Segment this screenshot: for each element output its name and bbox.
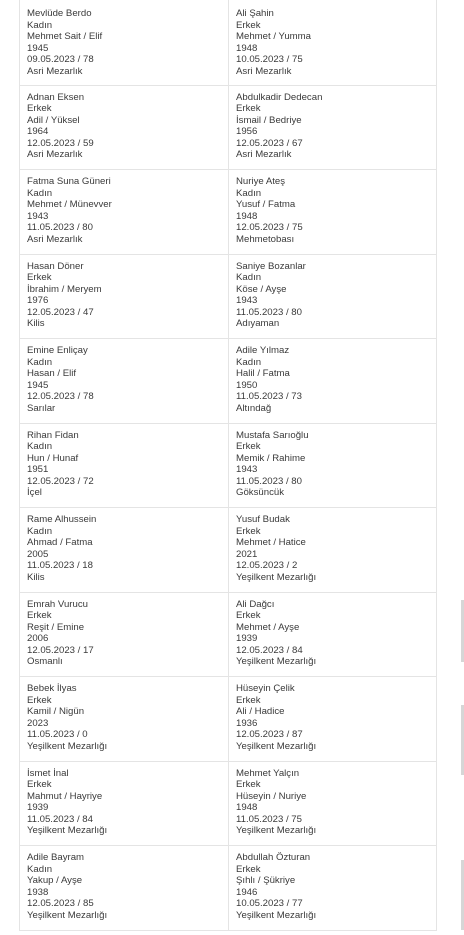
person-burial-place: Asri Mezarlık — [236, 149, 292, 160]
person-gender: Erkek — [236, 525, 261, 537]
record-cell — [228, 170, 436, 254]
person-parents: Memik / Rahime — [236, 452, 306, 464]
record-cell — [228, 424, 436, 508]
person-death-date-age: 10.05.2023 / 75 — [236, 54, 303, 65]
person-burial-place: Yeşilkent Mezarlığı — [236, 656, 317, 667]
person-name: Bebek İlyas — [27, 683, 77, 694]
person-birth-year: 1956 — [236, 126, 258, 137]
person-parents: Mahmut / Hayriye — [27, 790, 103, 802]
person-burial-place: Yeşilkent Mezarlığı — [236, 825, 317, 836]
record-cell — [20, 677, 228, 761]
person-burial-place: Yeşilkent Mezarlığı — [236, 740, 317, 752]
table-row — [20, 169, 436, 254]
person-death-date-age: 11.05.2023 / 18 — [27, 560, 93, 571]
record-cell — [228, 677, 436, 761]
person-name: Nuriye Ateş — [236, 176, 286, 187]
record-cell — [20, 255, 228, 339]
person-name: Mustafa Sarıoğlu — [236, 429, 309, 441]
table-row — [20, 254, 436, 339]
record-cell — [228, 762, 436, 846]
record-cell — [228, 86, 436, 170]
person-gender: Erkek — [27, 694, 52, 706]
person-death-date-age: 11.05.2023 / 0 — [27, 729, 88, 740]
person-birth-year: 1939 — [27, 802, 49, 813]
person-burial-place: Yeşilkent Mezarlığı — [236, 909, 317, 921]
person-gender: Kadın — [27, 356, 53, 368]
person-gender: Kadın — [27, 863, 53, 875]
person-gender: Kadın — [27, 441, 53, 452]
person-burial-place: Yeşilkent Mezarlığı — [27, 909, 108, 921]
person-birth-year: 1948 — [236, 42, 258, 54]
person-parents: Reşit / Emine — [27, 621, 85, 633]
person-gender: Kadın — [236, 356, 262, 368]
person-death-date-age: 09.05.2023 / 78 — [27, 54, 94, 65]
person-name: Emine Enliçay — [27, 345, 88, 356]
person-birth-year: 1951 — [27, 464, 49, 475]
person-death-date-age: 12.05.2023 / 75 — [236, 222, 303, 233]
table-row — [20, 85, 436, 170]
record-cell — [20, 0, 228, 85]
person-gender: Erkek — [236, 19, 261, 31]
person-name: Adile Yılmaz — [236, 345, 290, 356]
person-name: Rihan Fidan — [27, 429, 79, 441]
person-name: Mehmet Yalçın — [236, 767, 300, 779]
person-death-date-age: 11.05.2023 / 80 — [236, 306, 302, 318]
person-birth-year: 1950 — [236, 379, 258, 391]
person-death-date-age: 12.05.2023 / 67 — [236, 137, 303, 149]
record-cell — [228, 593, 436, 677]
record-cell — [228, 846, 436, 930]
person-name: Adnan Eksen — [27, 91, 85, 103]
person-gender: Kadın — [27, 187, 53, 199]
person-birth-year: 1964 — [27, 126, 49, 137]
person-burial-place: Kilis — [27, 571, 45, 583]
person-gender: Erkek — [27, 272, 52, 283]
person-birth-year: 1945 — [27, 379, 49, 391]
record-cell — [228, 255, 436, 339]
person-gender: Erkek — [236, 694, 261, 706]
person-parents: Ali / Hadice — [236, 706, 285, 717]
person-burial-place: Osmanlı — [27, 656, 63, 667]
person-parents: Mehmet / Münevver — [27, 199, 112, 210]
person-name: Ali Şahin — [236, 8, 274, 19]
person-birth-year: 1976 — [27, 295, 49, 306]
person-birth-year: 1939 — [236, 633, 258, 644]
person-gender: Erkek — [236, 863, 261, 875]
person-birth-year: 1948 — [236, 802, 258, 813]
table-row — [20, 845, 436, 930]
person-name: Abdullah Özturan — [236, 852, 311, 863]
person-death-date-age: 12.05.2023 / 85 — [27, 898, 94, 909]
person-parents: Köse / Ayşe — [236, 283, 287, 295]
record-cell — [20, 424, 228, 508]
person-name: Mevlüde Berdo — [27, 8, 92, 19]
person-burial-place: Altındağ — [236, 402, 272, 414]
person-burial-place: Adıyaman — [236, 318, 280, 329]
person-birth-year: 1945 — [27, 42, 49, 54]
person-name: Yusuf Budak — [236, 514, 290, 525]
table-row — [20, 592, 436, 677]
record-cell — [228, 508, 436, 592]
person-gender: Erkek — [27, 103, 52, 114]
person-burial-place: Asri Mezarlık — [236, 65, 292, 77]
record-cell — [20, 339, 228, 423]
record-cell — [228, 339, 436, 423]
person-parents: İbrahim / Meryem — [27, 283, 102, 295]
person-birth-year: 2023 — [27, 717, 49, 729]
person-burial-place: Asri Mezarlık — [27, 233, 83, 245]
person-burial-place: Göksüncük — [236, 487, 284, 498]
person-parents: Halil / Fatma — [236, 368, 290, 379]
person-name: Rame Alhussein — [27, 514, 97, 525]
person-parents: İsmail / Bedriye — [236, 114, 302, 126]
person-gender: Erkek — [236, 610, 261, 621]
person-parents: Mehmet / Yumma — [236, 31, 312, 42]
person-name: Emrah Vurucu — [27, 598, 88, 610]
person-name: Hasan Döner — [27, 260, 84, 272]
person-gender: Kadın — [27, 525, 53, 537]
person-death-date-age: 11.05.2023 / 84 — [27, 813, 93, 825]
table-row — [20, 423, 436, 508]
person-parents: Hasan / Elif — [27, 368, 77, 379]
record-cell — [20, 86, 228, 170]
record-cell — [20, 593, 228, 677]
person-parents: Adil / Yüksel — [27, 114, 80, 126]
person-birth-year: 2021 — [236, 548, 258, 560]
person-birth-year: 2005 — [27, 548, 49, 560]
person-death-date-age: 12.05.2023 / 59 — [27, 137, 94, 149]
table-row — [20, 761, 436, 846]
person-parents: Hun / Hunaf — [27, 452, 79, 464]
person-parents: Kamil / Nigün — [27, 706, 85, 717]
person-death-date-age: 11.05.2023 / 75 — [236, 813, 302, 825]
person-name: Fatma Suna Güneri — [27, 176, 111, 187]
person-birth-year: 1943 — [27, 210, 49, 222]
person-burial-place: Yeşilkent Mezarlığı — [27, 825, 108, 836]
person-gender: Erkek — [27, 610, 52, 621]
person-burial-place: Asri Mezarlık — [27, 149, 83, 160]
table-row — [20, 0, 436, 85]
person-parents: Mehmet Sait / Elif — [27, 31, 103, 42]
person-death-date-age: 12.05.2023 / 2 — [236, 560, 298, 571]
person-birth-year: 1938 — [27, 886, 49, 898]
person-gender: Erkek — [236, 103, 261, 114]
death-records-table — [19, 0, 437, 931]
person-parents: Şıhlı / Şükriye — [236, 875, 296, 886]
table-row — [20, 507, 436, 592]
person-death-date-age: 10.05.2023 / 77 — [236, 898, 303, 909]
person-death-date-age: 12.05.2023 / 87 — [236, 729, 303, 740]
person-death-date-age: 11.05.2023 / 80 — [27, 222, 93, 233]
person-death-date-age: 11.05.2023 / 73 — [236, 391, 302, 402]
person-birth-year: 1936 — [236, 717, 258, 729]
person-parents: Mehmet / Ayşe — [236, 621, 300, 633]
person-parents: Hüseyin / Nuriye — [236, 790, 307, 802]
table-row — [20, 676, 436, 761]
person-burial-place: Yeşilkent Mezarlığı — [27, 740, 108, 752]
person-birth-year: 2006 — [27, 633, 49, 644]
record-cell — [20, 170, 228, 254]
person-death-date-age: 11.05.2023 / 80 — [236, 475, 302, 487]
person-parents: Ahmad / Fatma — [27, 537, 93, 548]
person-gender: Erkek — [236, 441, 261, 452]
person-name: Adile Bayram — [27, 852, 85, 863]
person-burial-place: İçel — [27, 487, 42, 498]
person-gender: Kadın — [236, 272, 262, 283]
person-birth-year: 1946 — [236, 886, 258, 898]
person-burial-place: Asri Mezarlık — [27, 65, 83, 77]
person-death-date-age: 12.05.2023 / 47 — [27, 306, 94, 318]
person-gender: Kadın — [236, 187, 262, 199]
person-gender: Erkek — [27, 779, 52, 790]
person-birth-year: 1943 — [236, 295, 258, 306]
record-cell — [20, 762, 228, 846]
person-burial-place: Sarılar — [27, 402, 56, 414]
person-gender: Kadın — [27, 19, 53, 31]
person-name: İsmet İnal — [27, 767, 69, 779]
person-parents: Yakup / Ayşe — [27, 875, 83, 886]
person-name: Abdulkadir Dedecan — [236, 91, 323, 103]
person-death-date-age: 12.05.2023 / 84 — [236, 644, 303, 656]
record-cell — [20, 508, 228, 592]
person-death-date-age: 12.05.2023 / 72 — [27, 475, 94, 487]
person-death-date-age: 12.05.2023 / 78 — [27, 391, 94, 402]
person-burial-place: Yeşilkent Mezarlığı — [236, 571, 317, 583]
record-cell — [228, 0, 436, 85]
person-name: Ali Dağcı — [236, 598, 275, 610]
person-gender: Erkek — [236, 779, 261, 790]
person-birth-year: 1948 — [236, 210, 258, 222]
person-death-date-age: 12.05.2023 / 17 — [27, 644, 94, 656]
person-parents: Mehmet / Hatice — [236, 537, 306, 548]
person-birth-year: 1943 — [236, 464, 258, 475]
person-name: Saniye Bozanlar — [236, 260, 306, 272]
person-burial-place: Kilis — [27, 318, 45, 329]
table-row — [20, 338, 436, 423]
person-name: Hüseyin Çelik — [236, 683, 295, 694]
record-cell — [20, 846, 228, 930]
person-burial-place: Mehmetobası — [236, 233, 295, 245]
person-parents: Yusuf / Fatma — [236, 199, 296, 210]
